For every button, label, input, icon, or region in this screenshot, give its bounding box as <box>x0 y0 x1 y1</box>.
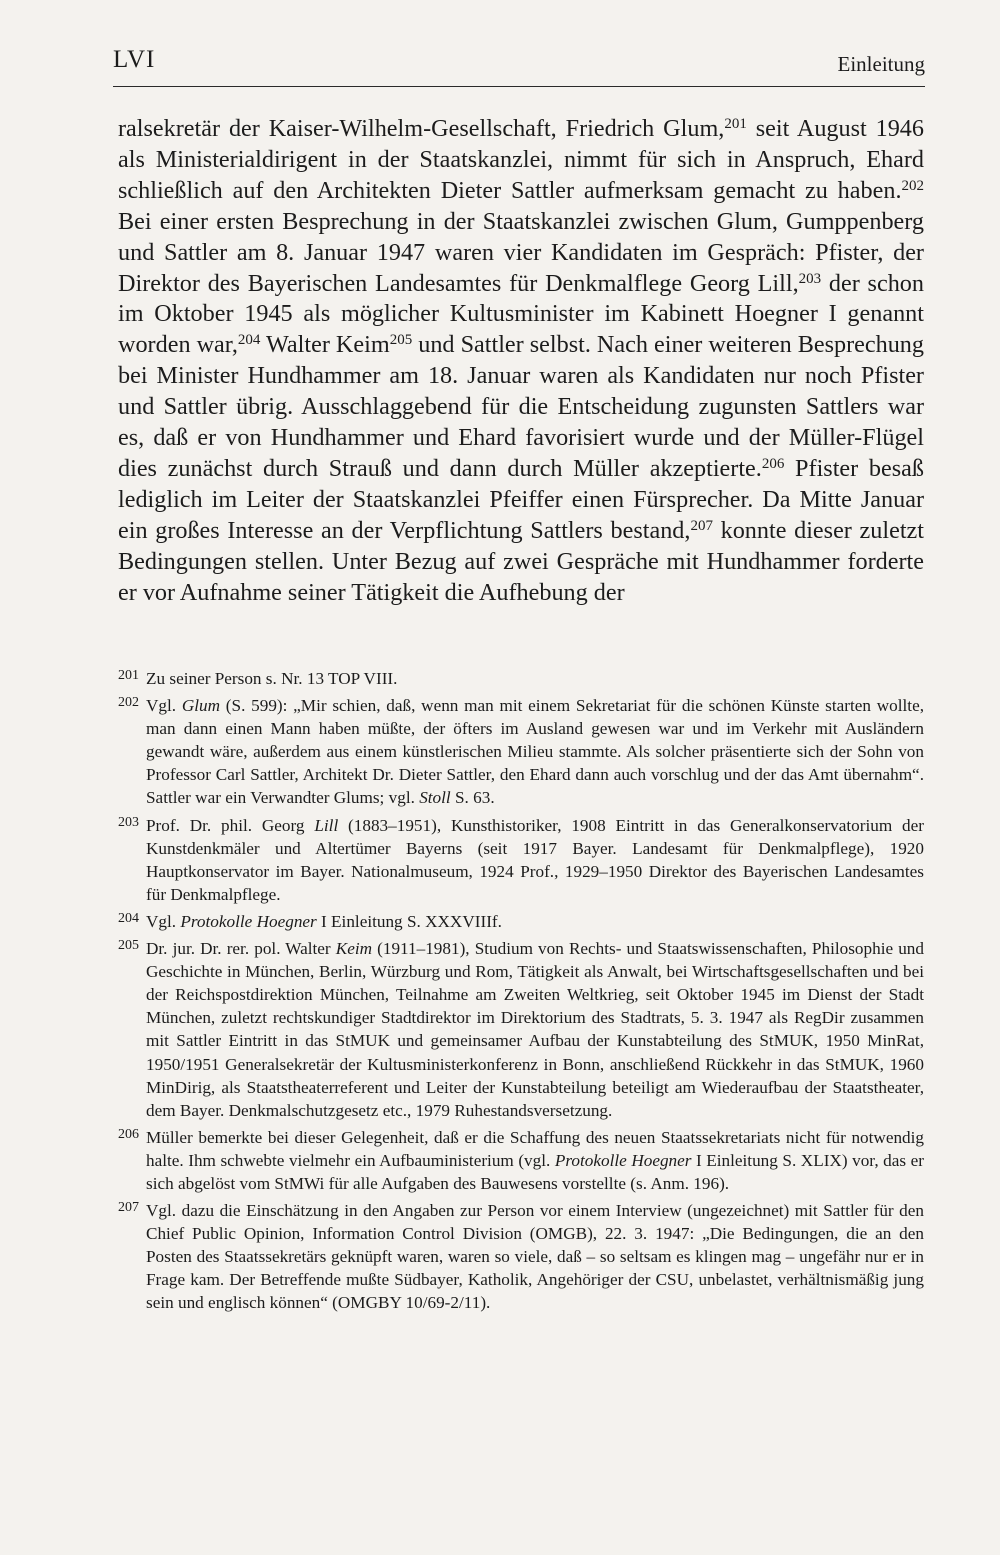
footnote-italic-run: Glum <box>181 696 221 716</box>
footnote <box>118 910 924 933</box>
footnote-number: 201 <box>118 668 139 683</box>
footnote-text <box>146 694 924 809</box>
footnote <box>118 814 924 906</box>
footnote-text <box>146 1199 924 1314</box>
body-text-run: Bei einer ersten Besprechung in der Staatskanzlei zwischen Glum, Gumppenberg und Sattler am 8. Januar 1947 waren vier Kandidaten im Gespräch: Pfister, der Direktor des Bayerischen Landesamtes für Denkmalflege Georg Lill, <box>118 207 924 297</box>
footnote-number: 205 <box>118 938 139 954</box>
running-head: Einleitung <box>837 52 925 76</box>
body-text-run: konnte dieser zuletzt Bedingungen stellen. Unter Bezug auf zwei Gespräche mit Hundhammer forderte er vor Aufnahme seiner Tätigkeit die Aufhebung der <box>118 516 924 606</box>
page-header <box>113 46 925 86</box>
footnote-text-run: Vgl. <box>146 911 181 931</box>
footnote-reference: 202 <box>901 177 924 194</box>
body-text-run: der schon im Oktober 1945 als möglicher Kultusminister im Kabinett Hoegner I genannt worden war, <box>118 269 924 359</box>
footnote <box>118 937 924 1122</box>
footnote-italic-run: Keim <box>335 939 373 959</box>
footnote-text-run: Müller bemerkte bei dieser Gelegenheit, daß er die Schaffung des neuen Staatssekretariats nicht für notwendig halte. Ihm schwebte vielmehr ein Aufbauministerium (vgl. <box>146 1127 924 1170</box>
footnote-text <box>146 910 924 933</box>
footnote <box>118 1126 924 1195</box>
footnote-text-run: (S. 599): „Mir schien, daß, wenn man mit einem Sekretariat für die schönen Künste starten wollte, man dann einen Mann haben müßte, der öfters im Ausland gewesen war und im Verkehr mit Ausländern gewandt wäre, außerdem aus einem künstlerischen Milieu stammte. Als solcher präsentierte sich der Sohn von Professor Carl Sattler, Architekt Dr. Dieter Sattler, den Ehard dann auch vorschlug und der das Amt übernahm“. Sattler war ein Verwandter Glums; vgl. <box>146 696 925 808</box>
footnote-italic-run: Lill <box>314 815 339 835</box>
body-text-run: Walter Keim <box>260 331 390 359</box>
body-text-run: Pfister besaß lediglich im Leiter der Staatskanzlei Pfeiffer einen Fürsprecher. Da Mitte Januar ein großes Interesse an der Verpflichtung Sattlers bestand, <box>118 454 924 544</box>
footnote-number: 206 <box>118 1126 139 1142</box>
footnote-number: 203 <box>118 814 139 830</box>
footnote-reference: 204 <box>237 332 261 349</box>
footnote-text <box>146 814 924 906</box>
footnote-text-run: Vgl. <box>146 696 182 716</box>
body-paragraph <box>118 114 924 609</box>
footnote-italic-run: Protokolle Hoegner <box>180 911 317 931</box>
footnote-text-run: I Einleitung S. XXXVIIIf. <box>316 911 502 931</box>
footnote <box>118 667 924 690</box>
footnote-reference: 201 <box>724 115 747 132</box>
footnote-text-run: Zu seiner Person s. Nr. 13 TOP VIII. <box>146 669 398 688</box>
footnote-reference: 203 <box>798 270 822 287</box>
header-rule <box>113 86 925 87</box>
footnote-text-run: Vgl. dazu die Einschätzung in den Angaben zur Person vor einem Interview (ungezeichnet) mit Sattler für den Chief Public Opinion, Information Control Division (OMGB), 22. 3. 1947: „Die Bedingungen, die an den Posten des Staatssekretärs geknüpft waren, waren so viele, daß – so seltsam es klingen mag – ungefähr nur er in Frage kam. Der Betreffende mußte Südbayer, Katholik, Angehöriger der CSU, unbelastet, verhältnismäßig jung sein und englisch können“ (OMGBY 10/69-2/11). <box>146 1201 924 1313</box>
footnote <box>118 694 924 809</box>
body-text <box>118 114 924 609</box>
footnote-text-run: I Einleitung S. XLIX) vor, das er sich abgelöst vom StMWi für alle Aufgaben des Bauwesens vorstellte (s. Anm. 196). <box>146 1150 924 1193</box>
footnote-number: 207 <box>118 1200 139 1216</box>
body-text-run: ralsekretär der Kaiser-Wilhelm-Gesellschaft, Friedrich Glum, <box>118 115 725 142</box>
footnote-number: 204 <box>118 910 139 926</box>
footnote-reference: 206 <box>761 455 785 472</box>
body-text-run: seit August 1946 als Ministerialdirigent in der Staatskanzlei, nimmt für sich in Anspruch, Ehard schließlich auf den Architekten Dieter Sattler aufmerksam gemacht zu haben. <box>118 115 924 204</box>
footnotes <box>118 667 924 1319</box>
footnote-text <box>146 1126 924 1195</box>
footnote-text-run: (1911–1981), Studium von Rechts- und Staatswissenschaften, Philosophie und Geschichte in München, Berlin, Würzburg und Rom, Tätigkeit als Anwalt, bei Wirtschaftsgesellschaften und bei der Reichspostdirektion München, Teilnahme am Zweiten Weltkrieg, seit Oktober 1945 im Dienst der Stadt München, zuletzt rechtskundiger Stadtdirektor im Direktorium des Stadtrats, 5. 3. 1947 als RegDir zusammen mit Sattler Eintritt in das StMUK und gemeinsamer Aufbau der Kunstabteilung des StMUK, 1950 MinRat, 1950/1951 Generalsekretär der Kultusministerkonferenz in Bonn, anschließend Rückkehr in das StMUK, 1960 MinDirig, als Staatstheaterreferent und Leiter der Kunstabteilung beteiligt am Wiederaufbau der Staatstheater, dem Bayer. Denkmalschutzgesetz etc., 1979 Ruhestandsversetzung. <box>146 939 924 1120</box>
footnote-text <box>146 667 924 690</box>
page-number: LVI <box>113 46 156 73</box>
footnote-text-run: Prof. Dr. phil. Georg <box>146 815 315 835</box>
footnote <box>118 1199 924 1314</box>
footnote-text-run: S. 63. <box>450 788 495 808</box>
footnote-reference: 205 <box>389 332 413 349</box>
footnote-text-run: Dr. jur. Dr. rer. pol. Walter <box>146 939 336 959</box>
body-text-run: und Sattler selbst. Nach einer weiteren Besprechung bei Minister Hundhammer am 18. Januar waren als Kandidaten nur noch Pfister und Sattler übrig. Ausschlaggebend für die Entscheidung zugunsten Sattlers war es, daß er von Hundhammer und Ehard favorisiert wurde und der Müller-Flügel dies zunächst durch Strauß und dann durch Müller akzeptierte. <box>118 331 924 482</box>
footnote-italic-run: Stoll <box>419 788 451 808</box>
footnote-text <box>146 937 924 1122</box>
footnote-number: 202 <box>118 695 139 711</box>
footnote-text-run: (1883–1951), Kunsthistoriker, 1908 Eintritt in das Generalkonservatorium der Kunstdenkmäler und Altertümer Bayerns (seit 1917 Bayer. Landesamt für Denkmalpflege), 1920 Hauptkonservator im Bayer. Nationalmuseum, 1924 Prof., 1929–1950 Direktor des Bayerischen Landesamtes für Denkmalpflege. <box>146 815 924 904</box>
footnote-italic-run: Protokolle Hoegner <box>554 1150 692 1170</box>
footnote-reference: 207 <box>690 517 713 534</box>
